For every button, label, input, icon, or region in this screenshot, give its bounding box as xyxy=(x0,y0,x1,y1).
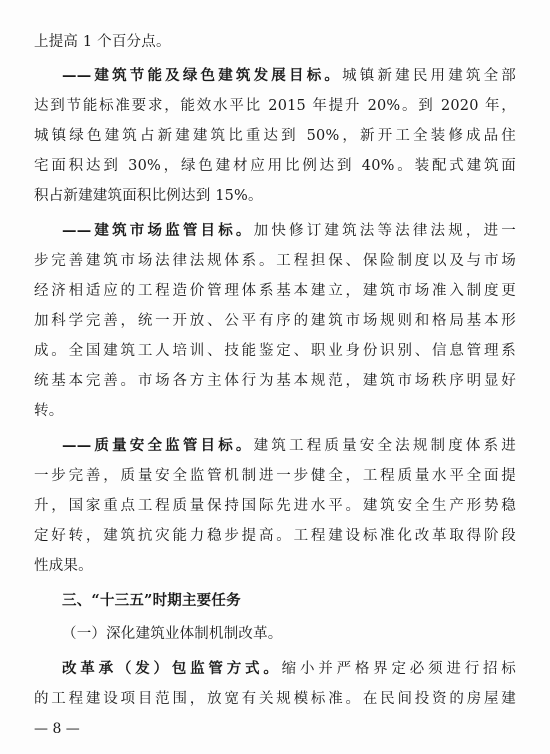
text-line xyxy=(34,156,516,176)
text-span: 上提高 1 个百分点。 xyxy=(34,34,171,50)
text-line xyxy=(34,341,516,361)
text-span: 加科学完善，统一开放、公平有序的建筑市场规则和格局基本形 xyxy=(34,313,516,329)
text-line xyxy=(62,436,516,456)
text-span: 性成果。 xyxy=(34,558,93,574)
text-line xyxy=(34,496,516,516)
text-line xyxy=(62,221,516,241)
text-span: 步完善建筑市场法律法规体系。工程担保、保险制度以及与市场 xyxy=(34,253,516,269)
page-number: — 8 — xyxy=(34,721,80,737)
text-span: 转。 xyxy=(34,403,64,419)
text-span: 一步完善，质量安全监管机制进一步健全，工程质量水平全面提 xyxy=(34,468,516,484)
bold-text-span: ——质量安全监管目标。 xyxy=(62,437,254,454)
text-line xyxy=(34,96,516,116)
text-line xyxy=(34,466,516,486)
text-line xyxy=(34,689,516,709)
text-span: （一）深化建筑业体制机制改革。 xyxy=(62,626,283,642)
text-line xyxy=(34,401,516,421)
text-span: 城镇绿色建筑占新建建筑比重达到 50%，新开工全装修成品住 xyxy=(34,128,516,144)
text-span: 经济相适应的工程造价管理体系基本建立，建筑市场准入制度更 xyxy=(34,283,516,299)
text-span: 建筑工程质量安全法规制度体系进 xyxy=(253,438,517,454)
text-line xyxy=(34,32,516,52)
text-span: 缩小并严格界定必须进行招标 xyxy=(281,661,516,677)
text-line xyxy=(34,371,516,391)
text-span: 定好转，建筑抗灾能力稳步提高。工程建设标准化改革取得阶段 xyxy=(34,528,516,544)
text-line xyxy=(34,126,516,146)
text-line xyxy=(62,624,516,644)
text-span: 积占新建建筑面积比例达到 15%。 xyxy=(34,188,263,204)
text-span: 宅面积达到 30%，绿色建材应用比例达到 40%。装配式建筑面 xyxy=(34,158,516,174)
text-span: 统基本完善。市场各方主体行为基本规范，建筑市场秩序明显好 xyxy=(34,373,516,389)
bold-text-span: ——建筑市场监管目标。 xyxy=(62,222,254,239)
text-span: 城镇新建民用建筑全部 xyxy=(342,68,517,84)
text-line xyxy=(62,659,516,679)
text-span: 达到节能标准要求，能效水平比 2015 年提升 20%。到 2020 年， xyxy=(34,98,516,114)
text-line xyxy=(62,591,516,611)
bold-text-span: ——建筑节能及绿色建筑发展目标。 xyxy=(62,67,343,84)
text-line xyxy=(34,526,516,546)
bold-text-span: 改革承（发）包监管方式。 xyxy=(62,660,282,677)
text-line xyxy=(62,66,516,86)
text-span: 升，国家重点工程质量保持国际先进水平。建筑安全生产形势稳 xyxy=(34,498,516,514)
text-line xyxy=(34,186,516,206)
text-line xyxy=(34,311,516,331)
text-line xyxy=(34,281,516,301)
text-line xyxy=(34,556,516,576)
bold-text-span: 三、“十三五”时期主要任务 xyxy=(62,592,241,609)
text-span: 成。全国建筑工人培训、技能鉴定、职业身份识别、信息管理系 xyxy=(34,343,516,359)
text-span: 的工程建设项目范围，放宽有关规模标准。在民间投资的房屋建 xyxy=(34,691,516,707)
text-span: 加快修订建筑法等法律法规，进一 xyxy=(253,223,517,239)
text-line xyxy=(34,251,516,271)
